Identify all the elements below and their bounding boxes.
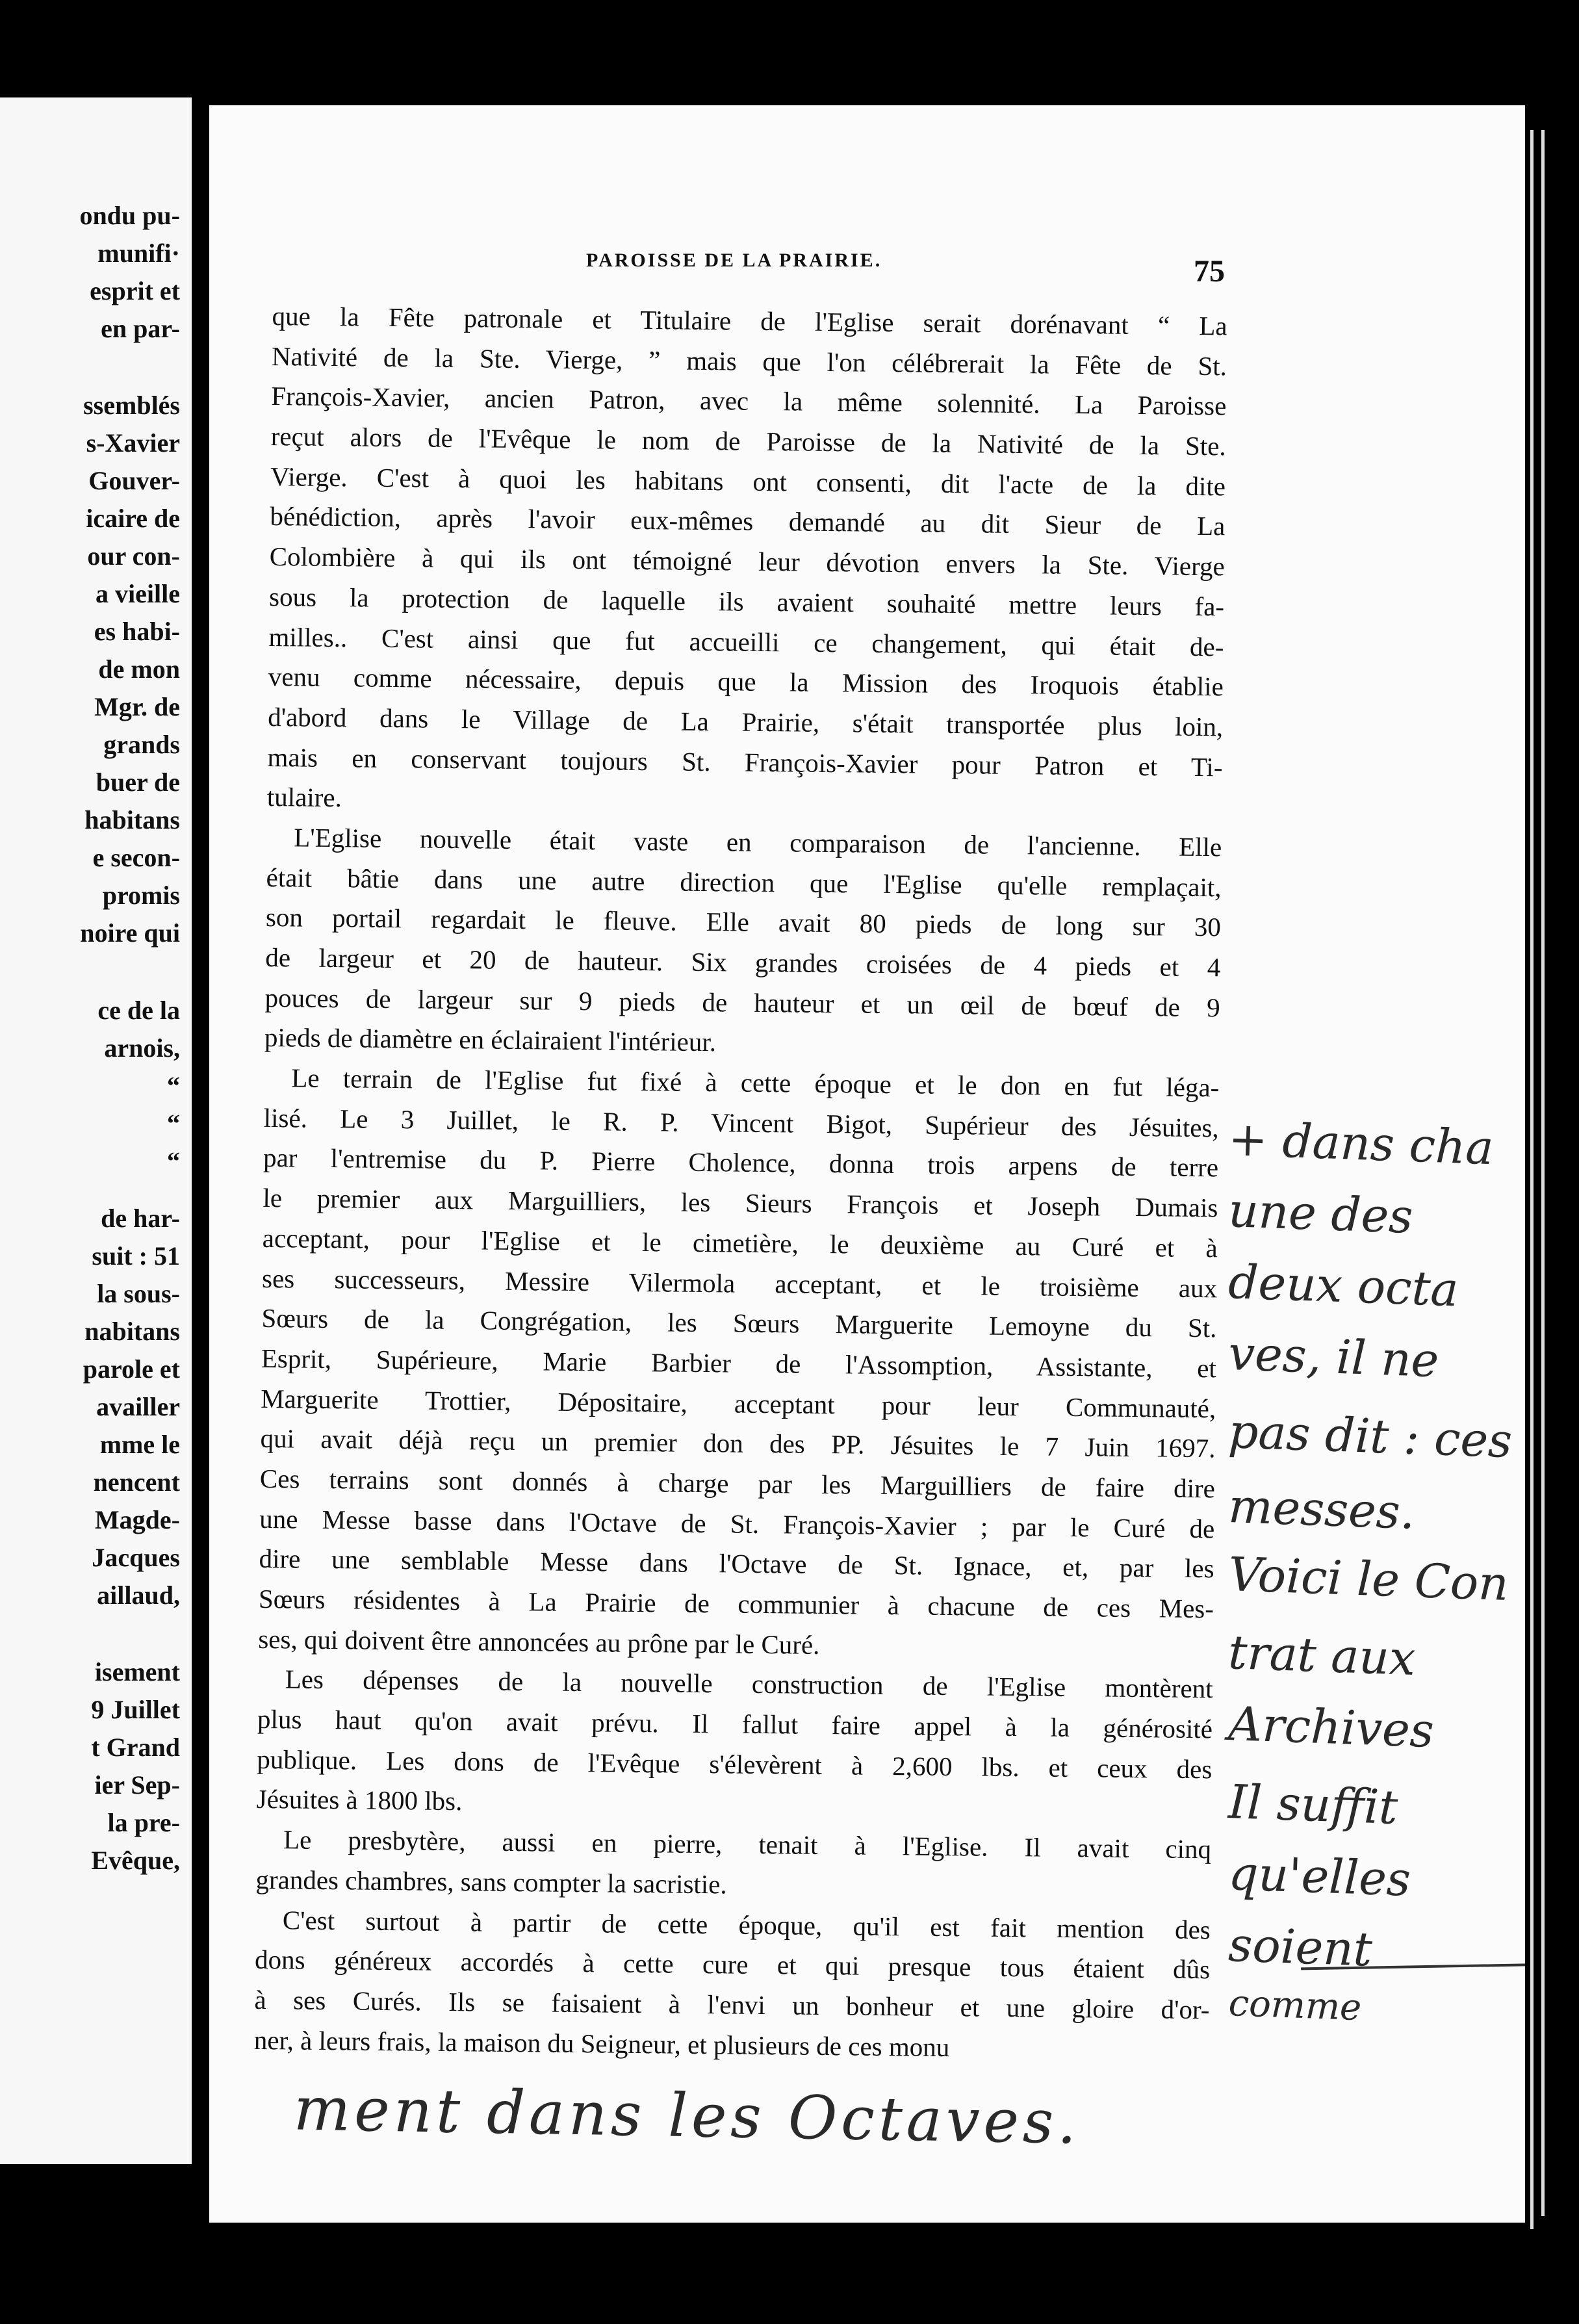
left-page-line: ssemblés bbox=[83, 391, 180, 420]
text-line: venu comme nécessaire, depuis que la Mission des Iroquois établie bbox=[268, 662, 1224, 702]
left-page-line: en par- bbox=[101, 314, 180, 343]
text-line: dons généreux accordés à cette cure et qui presque tous étaient dûs bbox=[254, 1944, 1211, 1985]
left-page-line: ondu pu- bbox=[79, 201, 180, 230]
text-line: ses, qui doivent être annoncées au prône par le Curé. bbox=[258, 1623, 820, 1660]
left-page-line: t Grand bbox=[91, 1733, 180, 1762]
left-page-line: Magde- bbox=[94, 1505, 180, 1534]
left-page-line: Gouver- bbox=[88, 466, 180, 495]
left-page-line: “ bbox=[167, 1071, 180, 1100]
text-line: Marguerite Trottier, Dépositaire, acceptant pour leur Communauté, bbox=[261, 1383, 1216, 1423]
left-page-line: esprit et bbox=[90, 276, 180, 305]
text-line: Colombière à qui ils ont témoigné leur dévotion envers la Ste. Vierge bbox=[269, 541, 1225, 582]
handwritten-bottom-note: ment dans les Octaves. bbox=[293, 2074, 1081, 2158]
left-page-line: es habi- bbox=[94, 617, 180, 646]
handwritten-margin-line: Archives bbox=[1227, 1696, 1435, 1758]
text-line: ses successeurs, Messire Vilermola acceptant, et le troisième aux bbox=[261, 1263, 1218, 1303]
left-page-line: la pre- bbox=[107, 1808, 180, 1837]
left-page-line: de har- bbox=[101, 1204, 180, 1233]
text-line: Nativité de la Ste. Vierge, ” mais que l'on célébrerait la Fête de St. bbox=[271, 341, 1227, 381]
left-page-line: Mgr. de bbox=[94, 692, 180, 721]
left-page-line: 9 Juillet bbox=[91, 1695, 180, 1724]
handwritten-margin-line: Il suffit bbox=[1227, 1774, 1399, 1835]
left-page-line: ce de la bbox=[97, 996, 180, 1025]
body-text bbox=[254, 296, 1227, 2070]
page bbox=[209, 105, 1525, 2223]
text-line: Esprit, Supérieure, Marie Barbier de l'Assomption, Assistante, et bbox=[261, 1343, 1217, 1384]
left-page-line: “ bbox=[167, 1109, 180, 1138]
handwritten-margin-line: messes. bbox=[1227, 1478, 1417, 1540]
text-line: milles.. C'est ainsi que fut accueilli ce changement, qui était de- bbox=[268, 621, 1224, 662]
text-line: ner, à leurs frais, la maison du Seigneur, et plusieurs de ces monu bbox=[253, 2024, 950, 2062]
text-line: était bâtie dans une autre direction que l'Eglise qu'elle remplaçait, bbox=[266, 862, 1222, 902]
text-line: Les dépenses de la nouvelle construction de l'Eglise montèrent bbox=[285, 1664, 1213, 1704]
text-line: L'Eglise nouvelle était vaste en comparaison de l'ancienne. Elle bbox=[294, 822, 1222, 862]
text-line: François-Xavier, ancien Patron, avec la même solennité. La Paroisse bbox=[271, 381, 1227, 421]
text-line: C'est surtout à partir de cette époque, qu'il est fait mention des bbox=[282, 1904, 1211, 1944]
left-page-line: buer de bbox=[96, 768, 180, 797]
left-page-line: grands bbox=[103, 730, 180, 759]
text-line: pieds de diamètre en éclairaient l'intérieur. bbox=[264, 1022, 717, 1057]
handwritten-margin-line: + dans cha bbox=[1227, 1111, 1495, 1176]
handwritten-margin-line: Voici le Con bbox=[1227, 1547, 1510, 1612]
left-page-line: icaire de bbox=[86, 504, 180, 533]
left-page-line: availler bbox=[96, 1392, 180, 1421]
text-line: par l'entremise du P. Pierre Cholence, donna trois arpens de terre bbox=[263, 1143, 1219, 1183]
left-page-line: arnois, bbox=[104, 1033, 180, 1063]
text-line: Sœurs résidentes à La Prairie de communier à chacune de ces Mes- bbox=[258, 1583, 1214, 1624]
text-line: grandes chambres, sans compter la sacristie. bbox=[255, 1864, 727, 1900]
left-page-line: Jacques bbox=[92, 1543, 180, 1572]
text-line: Jésuites à 1800 lbs. bbox=[256, 1784, 463, 1816]
text-line: acceptant, pour l'Eglise et le cimetière, le deuxième au Curé et à bbox=[262, 1222, 1218, 1263]
left-page-line: mme le bbox=[99, 1430, 180, 1459]
text-line: pouces de largeur sur 9 pieds de hauteur et un œil de bœuf de 9 bbox=[264, 982, 1220, 1023]
text-line: son portail regardait le fleuve. Elle avait 80 pieds de long sur 30 bbox=[265, 902, 1222, 942]
handwritten-margin-line: trat aux bbox=[1227, 1625, 1417, 1686]
left-page-fragment bbox=[0, 97, 192, 2164]
handwritten-margin-line: qu'elles bbox=[1227, 1846, 1412, 1907]
text-line: tulaire. bbox=[266, 782, 342, 813]
left-page-line: suit : 51 bbox=[92, 1241, 180, 1271]
text-line: reçut alors de l'Evêque le nom de Paroisse de la Nativité de la Ste. bbox=[270, 421, 1226, 461]
text-line: plus haut qu'on avait prévu. Il fallut faire appel à la générosité bbox=[257, 1703, 1213, 1744]
text-line: sous la protection de laquelle ils avaient souhaité mettre leurs fa- bbox=[268, 581, 1225, 622]
text-line: une Messe basse dans l'Octave de St. François-Xavier ; par le Curé de bbox=[259, 1503, 1215, 1543]
text-line: Ces terrains sont donnés à charge par les Marguilliers de faire dire bbox=[259, 1463, 1216, 1504]
left-page-line: s-Xavier bbox=[86, 428, 180, 458]
text-line: Sœurs de la Congrégation, les Sœurs Marguerite Lemoyne du St. bbox=[261, 1303, 1217, 1343]
handwritten-margin-line: pas dit : ces bbox=[1227, 1404, 1513, 1469]
text-line: Le terrain de l'Eglise fut fixé à cette époque et le don en fut léga- bbox=[291, 1063, 1220, 1103]
page-edge bbox=[1541, 130, 1545, 2216]
left-page-line: e secon- bbox=[92, 843, 180, 872]
text-line: le premier aux Marguilliers, les Sieurs François et Joseph Dumais bbox=[263, 1183, 1218, 1223]
left-page-line: Evêque, bbox=[91, 1846, 180, 1875]
left-page-line: nabitans bbox=[84, 1317, 180, 1346]
running-title: PAROISSE DE LA PRAIRIE. bbox=[586, 250, 882, 271]
left-page-line: parole et bbox=[83, 1354, 180, 1384]
left-page-line: isement bbox=[94, 1657, 180, 1686]
left-page-line: la sous- bbox=[97, 1279, 180, 1308]
left-page-line: a vieille bbox=[96, 579, 180, 608]
text-line: publique. Les dons de l'Evêque s'élevèrent à 2,600 lbs. et ceux des bbox=[257, 1744, 1213, 1785]
handwritten-margin-line: comme bbox=[1227, 1982, 1363, 2030]
left-page-line: de mon bbox=[98, 654, 180, 684]
left-page-line: ier Sep- bbox=[94, 1770, 180, 1800]
text-line: Vierge. C'est à quoi les habitans ont consenti, dit l'acte de la dite bbox=[270, 461, 1226, 502]
text-line: dire une semblable Messe dans l'Octave de St. Ignace, et, par les bbox=[259, 1543, 1214, 1584]
running-head bbox=[586, 250, 1197, 272]
handwritten-margin-line: une des bbox=[1227, 1183, 1414, 1244]
text-line: que la Fête patronale et Titulaire de l'Eglise serait dorénavant “ La bbox=[272, 300, 1227, 341]
left-page-line: noire qui bbox=[80, 918, 180, 948]
text-line: d'abord dans le Village de La Prairie, s'était transportée plus loin, bbox=[267, 701, 1224, 742]
left-page-line: habitans bbox=[84, 805, 180, 834]
handwritten-margin-line: soient bbox=[1227, 1917, 1374, 1977]
page-edge bbox=[1530, 130, 1534, 2229]
text-line: qui avait déjà reçu un premier don des PP. Jésuites le 7 Juin 1697. bbox=[260, 1423, 1216, 1464]
text-line: lisé. Le 3 Juillet, le R. P. Vincent Bigot, Supérieur des Jésuites, bbox=[263, 1102, 1219, 1143]
left-page-line: nencent bbox=[93, 1467, 180, 1497]
left-page-line: munifi· bbox=[97, 239, 180, 268]
text-line: Le presbytère, aussi en pierre, tenait à l'Eglise. Il avait cinq bbox=[283, 1824, 1212, 1865]
left-page-line: aillaud, bbox=[97, 1581, 180, 1610]
handwritten-margin-line: deux octa bbox=[1227, 1254, 1459, 1317]
text-line: bénédiction, après l'avoir eux-mêmes demandé au dit Sieur de La bbox=[270, 501, 1226, 541]
text-line: mais en conservant toujours St. François-Xavier pour Patron et Ti- bbox=[267, 742, 1223, 782]
text-line: de largeur et 20 de hauteur. Six grandes croisées de 4 pieds et 4 bbox=[265, 942, 1221, 983]
left-page-line: our con- bbox=[87, 541, 180, 571]
left-page-line: “ bbox=[167, 1146, 180, 1176]
handwritten-margin-line: ves, il ne bbox=[1227, 1326, 1440, 1388]
text-line: à ses Curés. Ils se faisaient à l'envi un bonheur et une gloire d'or- bbox=[254, 1984, 1210, 2025]
left-page-line: promis bbox=[102, 881, 180, 910]
page-number: 75 bbox=[1194, 254, 1225, 289]
